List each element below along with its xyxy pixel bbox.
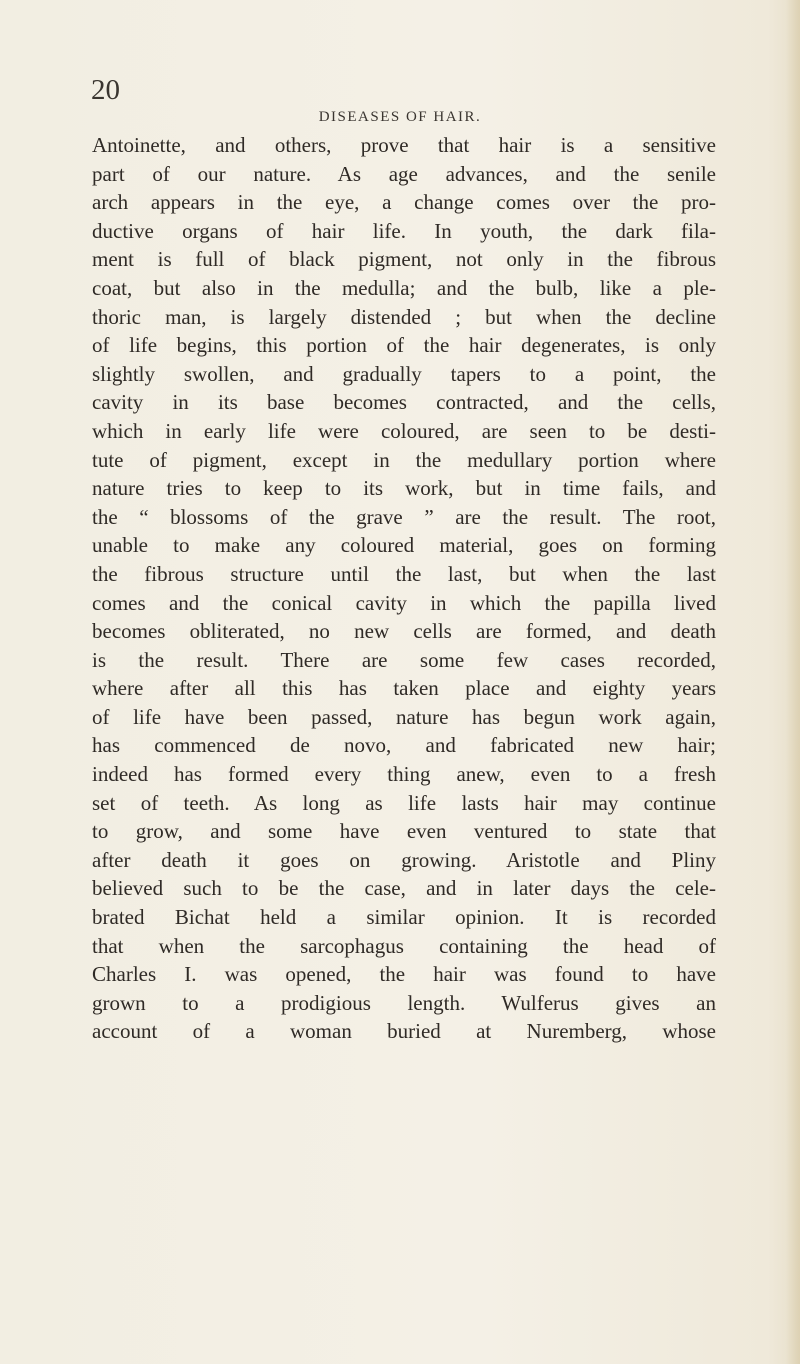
text-line: indeed has formed every thing anew, even to a fresh — [92, 762, 716, 787]
text-line: has commenced de novo, and fabricated new hair; — [92, 733, 716, 758]
running-head: DISEASES OF HAIR. — [318, 109, 482, 125]
text-line: becomes obliterated, no new cells are formed, and death — [92, 619, 716, 644]
text-line: coat, but also in the medulla; and the bulb, like a ple- — [92, 275, 716, 300]
text-line: where after all this has taken place and eighty years — [92, 676, 716, 701]
text-line: nature tries to keep to its work, but in time fails, and — [92, 476, 716, 501]
text-line: tute of pigment, except in the medullary portion where — [92, 447, 716, 472]
page-number: 20 — [91, 74, 120, 106]
text-line: after death it goes on growing. Aristotle and Pliny — [92, 847, 716, 872]
page-edge-shadow — [786, 0, 800, 1364]
text-line: comes and the conical cavity in which the papilla lived — [92, 590, 716, 615]
text-line: of life begins, this portion of the hair degenerates, is only — [92, 333, 716, 358]
text-line: ment is full of black pigment, not only in the fibrous — [92, 247, 716, 272]
text-line: unable to make any coloured material, goes on forming — [92, 533, 716, 558]
text-line: thoric man, is largely distended ; but when the decline — [92, 304, 716, 329]
text-line: part of our nature. As age advances, and the senile — [92, 161, 716, 186]
text-line: account of a woman buried at Nuremberg, whose — [92, 1019, 716, 1044]
text-line: cavity in its base becomes contracted, and the cells, — [92, 390, 716, 415]
text-line: the “ blossoms of the grave ” are the result. The root, — [92, 504, 716, 529]
text-line: Charles I. was opened, the hair was found to have — [92, 962, 716, 987]
text-line: Antoinette, and others, prove that hair is a sensitive — [92, 133, 716, 157]
text-line: that when the sarcophagus containing the head of — [92, 933, 716, 958]
text-line: grown to a prodigious length. Wulferus gives an — [92, 990, 716, 1015]
text-line: of life have been passed, nature has begun work again, — [92, 704, 716, 729]
text-line: brated Bichat held a similar opinion. It is recorded — [92, 905, 716, 930]
text-line: to grow, and some have even ventured to state that — [92, 819, 716, 844]
text-line: set of teeth. As long as life lasts hair may continue — [92, 790, 716, 815]
text-line: the fibrous structure until the last, but when the last — [92, 561, 716, 586]
body-paragraph — [92, 131, 716, 1046]
text-line: which in early life were coloured, are seen to be desti- — [92, 418, 716, 443]
text-line: arch appears in the eye, a change comes over the pro- — [92, 190, 716, 215]
text-line: believed such to be the case, and in later days the cele- — [92, 876, 716, 901]
text-line: ductive organs of hair life. In youth, the dark fila- — [92, 218, 716, 243]
text-line: slightly swollen, and gradually tapers to a point, the — [92, 361, 716, 386]
text-line: is the result. There are some few cases recorded, — [92, 647, 716, 672]
